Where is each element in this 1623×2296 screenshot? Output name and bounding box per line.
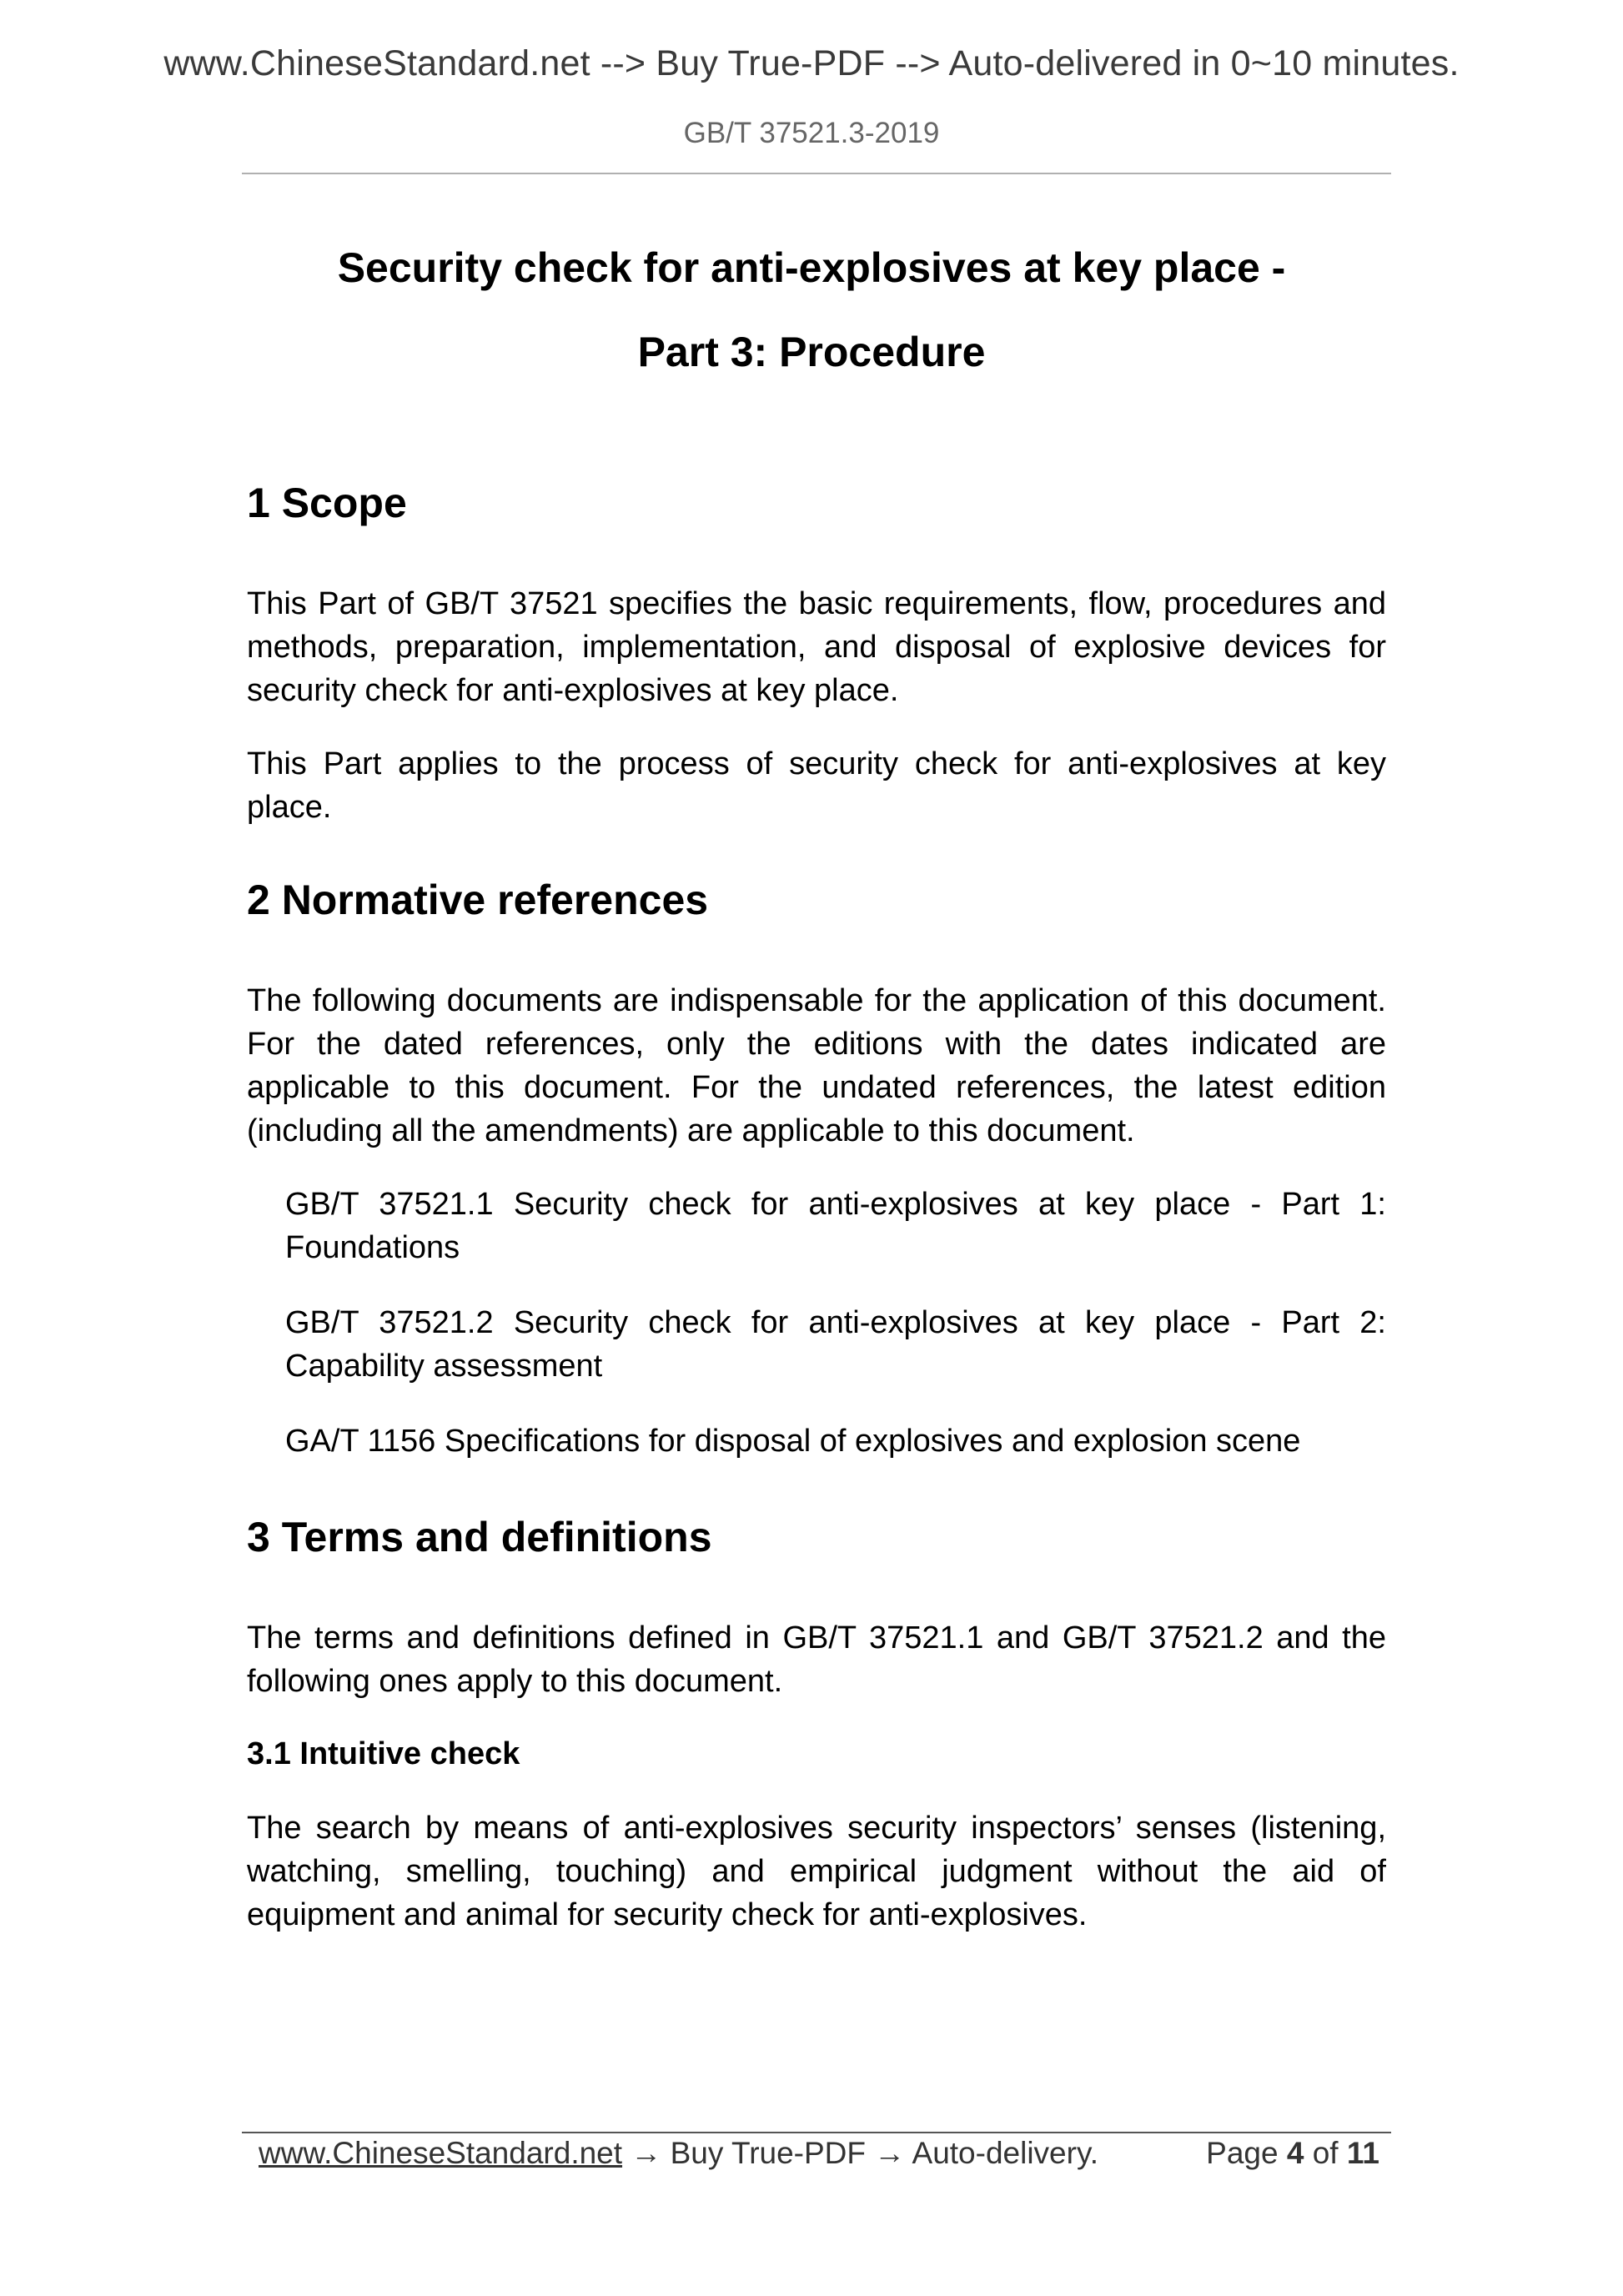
subsection-heading-intuitive-check: 3.1 Intuitive check: [247, 1736, 520, 1771]
scope-paragraph-2: This Part applies to the process of security check for anti-explosives at key place.: [247, 746, 1386, 825]
top-banner: www.ChineseStandard.net --> Buy True-PDF --> Auto-delivered in 0~10 minutes.: [163, 43, 1460, 83]
document-code: GB/T 37521.3-2019: [683, 117, 940, 149]
intuitive-check-definition: The search by means of anti-explosives security inspectors’ senses (listening, watching, smelling, touching) and empirical judgment without the aid of equipment and animal for security check for anti-explosives.: [247, 1811, 1386, 1932]
terms-definitions-intro: The terms and definitions defined in GB/T 37521.1 and GB/T 37521.2 and the following ones apply to this document.: [247, 1620, 1386, 1699]
current-page-number: 4: [1286, 2136, 1304, 2170]
footer-tagline: → Buy True-PDF → Auto-delivery.: [622, 2136, 1098, 2170]
document-subtitle: Part 3: Procedure: [637, 329, 986, 375]
scope-paragraph-1: This Part of GB/T 37521 specifies the basic requirements, flow, procedures and methods, preparation, implementation, and disposal of explosive devices for security check for anti-explosives at key place.: [247, 586, 1386, 708]
reference-item: GB/T 37521.2 Security check for anti-explosives at key place - Part 2: Capability assessment: [285, 1305, 1386, 1384]
footer-website-link[interactable]: www.ChineseStandard.net: [259, 2136, 623, 2170]
reference-item: GB/T 37521.1 Security check for anti-explosives at key place - Part 1: Foundations: [285, 1187, 1386, 1265]
page-of-label: of: [1312, 2136, 1339, 2170]
section-heading-terms-definitions: 3 Terms and definitions: [247, 1514, 712, 1560]
section-heading-scope: 1 Scope: [247, 480, 407, 526]
header-divider: [242, 173, 1391, 174]
section-heading-normative-references: 2 Normative references: [247, 877, 709, 923]
reference-item: GA/T 1156 Specifications for disposal of explosives and explosion scene: [285, 1424, 1301, 1459]
normative-references-intro: The following documents are indispensable for the application of this document. For the dated references, only the editions with the dates indicated are applicable to this document. For the undated references, the latest edition (including all the amendments) are applicable to this document.: [247, 983, 1386, 1148]
footer-promo: [259, 2136, 1098, 2171]
total-page-count: 11: [1346, 2136, 1379, 2170]
page-label: Page: [1206, 2136, 1279, 2170]
page-indicator: [1206, 2136, 1379, 2171]
footer-divider: [242, 2132, 1391, 2133]
page-footer: [259, 2136, 1379, 2178]
document-title: Security check for anti-explosives at key place -: [337, 244, 1286, 291]
